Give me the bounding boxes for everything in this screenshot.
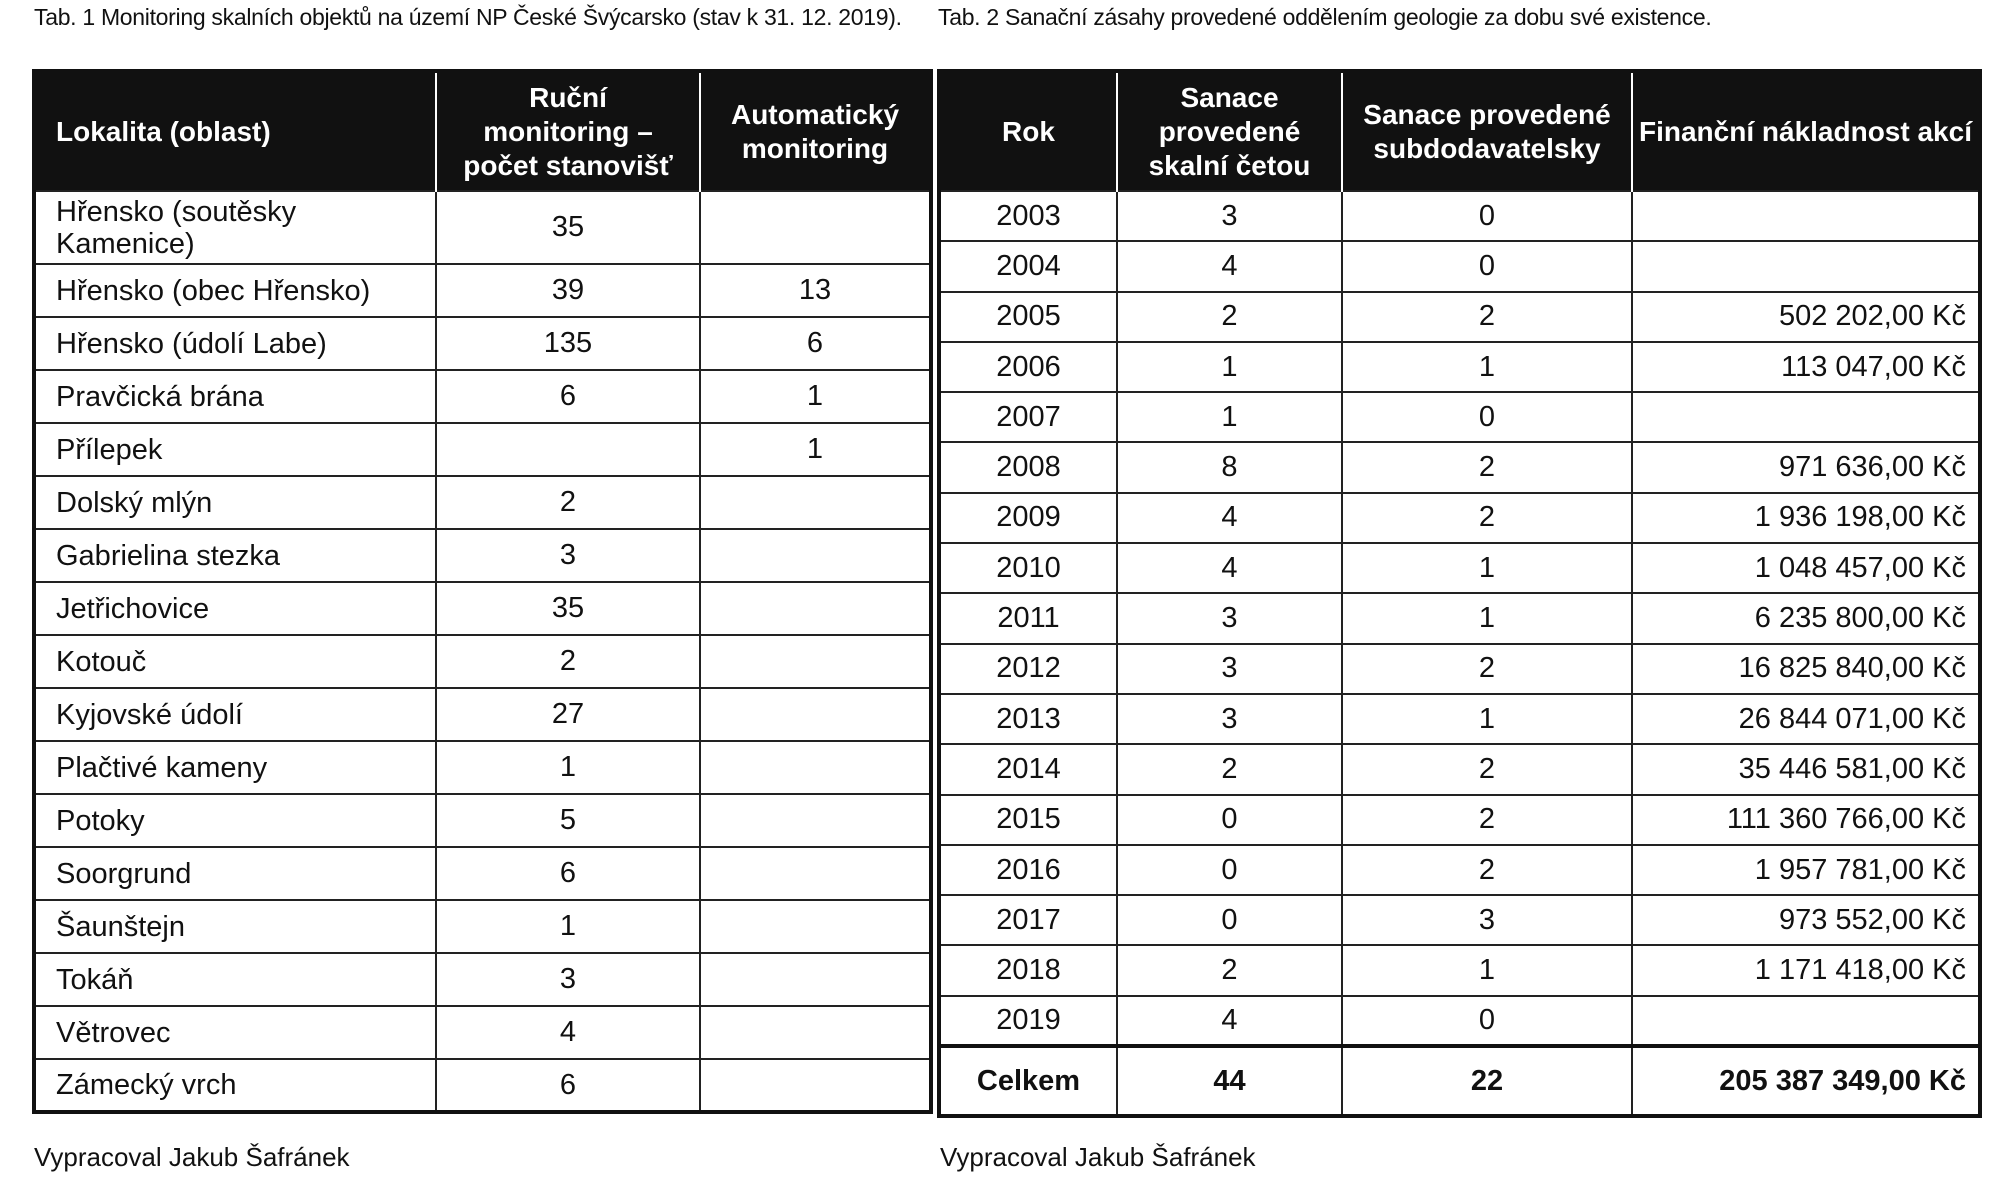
cell-crew: 0 (1117, 795, 1342, 845)
cell-manual: 39 (436, 264, 700, 317)
cell-cost: 6 235 800,00 Kč (1632, 593, 1980, 643)
cell-crew: 4 (1117, 493, 1342, 543)
cell-lokalita: Kotouč (34, 635, 436, 688)
table2-caption: Tab. 2 Sanační zásahy provedené oddělením geologie za dobu své existence. (938, 4, 1712, 30)
cell-auto (700, 582, 931, 635)
cell-manual: 27 (436, 688, 700, 741)
table-row (939, 442, 1980, 492)
table-row (939, 543, 1980, 593)
table2-footer: Vypracoval Jakub Šafránek (940, 1142, 1256, 1172)
cell-lokalita: Gabrielina stezka (34, 529, 436, 582)
remediation-table (937, 69, 1982, 1118)
cell-auto (700, 688, 931, 741)
cell-auto (700, 476, 931, 529)
cell-lokalita: Jetřichovice (34, 582, 436, 635)
cell-lokalita: Tokáň (34, 953, 436, 1006)
header-crew-line1: Sanace (1180, 81, 1279, 113)
cell-cost (1632, 191, 1980, 241)
cell-cost: 113 047,00 Kč (1632, 342, 1980, 392)
cell-manual: 2 (436, 635, 700, 688)
cell-rok: 2016 (939, 845, 1117, 895)
cell-lokalita: Plačtivé kameny (34, 741, 436, 794)
table1-caption: Tab. 1 Monitoring skalních objektů na území NP České Švýcarsko (stav k 31. 12. 2019). (34, 4, 902, 30)
cell-manual: 3 (436, 529, 700, 582)
table-row (34, 900, 931, 953)
cell-sub: 2 (1342, 644, 1632, 694)
header-manual-monitoring (436, 71, 700, 191)
cell-auto (700, 529, 931, 582)
header-manual-line1: Ruční (529, 81, 607, 113)
table-row (939, 493, 1980, 543)
cell-crew: 2 (1117, 945, 1342, 995)
cell-lokalita: Soorgrund (34, 847, 436, 900)
table-row (34, 688, 931, 741)
table-row (34, 423, 931, 476)
total-row (939, 1046, 1980, 1116)
cell-manual: 6 (436, 370, 700, 423)
cell-manual: 6 (436, 1059, 700, 1112)
cell-lokalita: Pravčická brána (34, 370, 436, 423)
cell-cost: 111 360 766,00 Kč (1632, 795, 1980, 845)
cell-auto (700, 794, 931, 847)
table-row (939, 795, 1980, 845)
cell-crew: 8 (1117, 442, 1342, 492)
table-row (34, 847, 931, 900)
cell-sub: 2 (1342, 292, 1632, 342)
cell-lokalita: Přílepek (34, 423, 436, 476)
cell-cost: 16 825 840,00 Kč (1632, 644, 1980, 694)
table-row (939, 292, 1980, 342)
header-subcontract (1342, 71, 1632, 191)
cell-rok: 2017 (939, 895, 1117, 945)
cell-lokalita: Potoky (34, 794, 436, 847)
cell-rok: 2004 (939, 241, 1117, 291)
table-row (939, 191, 1980, 241)
cell-rok: 2013 (939, 694, 1117, 744)
cell-sub: 0 (1342, 191, 1632, 241)
cell-sub: 3 (1342, 895, 1632, 945)
cell-crew: 0 (1117, 895, 1342, 945)
cell-crew: 4 (1117, 543, 1342, 593)
table-row (34, 317, 931, 370)
header-manual-line2: monitoring – (483, 115, 653, 147)
cell-rok: 2009 (939, 493, 1117, 543)
cell-sub: 0 (1342, 241, 1632, 291)
cell-cost: 971 636,00 Kč (1632, 442, 1980, 492)
table-row (34, 529, 931, 582)
cell-auto (700, 741, 931, 794)
cell-manual: 135 (436, 317, 700, 370)
header-auto-line1: Automatický (730, 98, 900, 130)
cell-cost (1632, 392, 1980, 442)
cell-crew: 1 (1117, 342, 1342, 392)
cell-rok: 2011 (939, 593, 1117, 643)
table-row (34, 370, 931, 423)
cell-auto (700, 1006, 931, 1059)
cell-rok: 2005 (939, 292, 1117, 342)
table-row (939, 593, 1980, 643)
header-auto-monitoring (700, 71, 931, 191)
cell-crew: 1 (1117, 392, 1342, 442)
header-lokalita: Lokalita (oblast) (34, 71, 436, 191)
cell-auto: 1 (700, 370, 931, 423)
table-row (34, 582, 931, 635)
table2-header-row (939, 71, 1980, 191)
header-crew-line3: skalní četou (1148, 149, 1311, 181)
cell-manual: 2 (436, 476, 700, 529)
cell-crew: 4 (1117, 996, 1342, 1046)
cell-auto: 1 (700, 423, 931, 476)
cell-manual: 1 (436, 741, 700, 794)
table-row (939, 392, 1980, 442)
cell-rok: 2012 (939, 644, 1117, 694)
cell-rok: 2015 (939, 795, 1117, 845)
cell-rok: 2019 (939, 996, 1117, 1046)
header-crew-line2: provedené (1158, 115, 1301, 147)
table-row (34, 1006, 931, 1059)
cell-lokalita: Hřensko (obec Hřensko) (34, 264, 436, 317)
table1-header-row (34, 71, 931, 191)
cell-manual: 5 (436, 794, 700, 847)
header-manual-line3: počet stanovišť (463, 149, 673, 181)
cell-auto (700, 847, 931, 900)
table-row (34, 1059, 931, 1112)
cell-auto: 13 (700, 264, 931, 317)
cell-lokalita: Hřensko (údolí Labe) (34, 317, 436, 370)
header-crew (1117, 71, 1342, 191)
cell-cost: 502 202,00 Kč (1632, 292, 1980, 342)
cell-lokalita: Zámecký vrch (34, 1059, 436, 1112)
cell-crew: 3 (1117, 694, 1342, 744)
cell-manual: 35 (436, 582, 700, 635)
table-row (939, 744, 1980, 794)
total-sub: 22 (1342, 1046, 1632, 1116)
header-auto-line2: monitoring (741, 132, 889, 164)
table-row (939, 694, 1980, 744)
table-row (34, 264, 931, 317)
table-row (34, 635, 931, 688)
cell-auto: 6 (700, 317, 931, 370)
table-row (34, 476, 931, 529)
cell-sub: 1 (1342, 593, 1632, 643)
cell-rok: 2006 (939, 342, 1117, 392)
cell-crew: 3 (1117, 191, 1342, 241)
cell-manual: 1 (436, 900, 700, 953)
cell-rok: 2010 (939, 543, 1117, 593)
cell-sub: 2 (1342, 442, 1632, 492)
table1-footer: Vypracoval Jakub Šafránek (34, 1142, 350, 1172)
total-label: Celkem (939, 1046, 1117, 1116)
cell-crew: 2 (1117, 744, 1342, 794)
cell-cost: 1 171 418,00 Kč (1632, 945, 1980, 995)
table-row (34, 953, 931, 1006)
total-cost: 205 387 349,00 Kč (1632, 1046, 1980, 1116)
cell-crew: 3 (1117, 644, 1342, 694)
cell-crew: 4 (1117, 241, 1342, 291)
header-cost: Finanční nákladnost akcí (1632, 71, 1980, 191)
cell-cost: 35 446 581,00 Kč (1632, 744, 1980, 794)
cell-sub: 1 (1342, 342, 1632, 392)
cell-auto (700, 953, 931, 1006)
cell-cost: 1 048 457,00 Kč (1632, 543, 1980, 593)
cell-crew: 3 (1117, 593, 1342, 643)
cell-rok: 2014 (939, 744, 1117, 794)
cell-lokalita: Kyjovské údolí (34, 688, 436, 741)
header-rok: Rok (939, 71, 1117, 191)
cell-sub: 1 (1342, 945, 1632, 995)
table-row (939, 342, 1980, 392)
cell-lokalita: Šaunštejn (34, 900, 436, 953)
cell-crew: 0 (1117, 845, 1342, 895)
cell-manual: 6 (436, 847, 700, 900)
cell-cost: 973 552,00 Kč (1632, 895, 1980, 945)
cell-cost: 1 936 198,00 Kč (1632, 493, 1980, 543)
cell-auto (700, 191, 931, 264)
cell-manual: 4 (436, 1006, 700, 1059)
total-crew: 44 (1117, 1046, 1342, 1116)
cell-manual: 35 (436, 191, 700, 264)
table-row (939, 895, 1980, 945)
table-row (34, 741, 931, 794)
cell-sub: 1 (1342, 694, 1632, 744)
cell-sub: 1 (1342, 543, 1632, 593)
cell-sub: 0 (1342, 996, 1632, 1046)
cell-lokalita: Větrovec (34, 1006, 436, 1059)
cell-rok: 2003 (939, 191, 1117, 241)
table-row (939, 845, 1980, 895)
table-row (939, 644, 1980, 694)
cell-crew: 2 (1117, 292, 1342, 342)
monitoring-table (32, 69, 933, 1114)
cell-cost: 26 844 071,00 Kč (1632, 694, 1980, 744)
table-row (939, 241, 1980, 291)
cell-auto (700, 1059, 931, 1112)
table-row (34, 191, 931, 264)
cell-lokalita: Dolský mlýn (34, 476, 436, 529)
cell-sub: 2 (1342, 845, 1632, 895)
cell-sub: 2 (1342, 493, 1632, 543)
cell-manual: 3 (436, 953, 700, 1006)
cell-lokalita: Hřensko (soutěsky Kamenice) (34, 191, 436, 264)
cell-cost (1632, 996, 1980, 1046)
cell-rok: 2008 (939, 442, 1117, 492)
table-row (34, 794, 931, 847)
cell-sub: 0 (1342, 392, 1632, 442)
cell-rok: 2007 (939, 392, 1117, 442)
cell-rok: 2018 (939, 945, 1117, 995)
cell-cost (1632, 241, 1980, 291)
header-sub-line2: subdodavatelsky (1373, 132, 1601, 164)
cell-auto (700, 635, 931, 688)
cell-auto (700, 900, 931, 953)
table-row (939, 945, 1980, 995)
cell-manual (436, 423, 700, 476)
table-row (939, 996, 1980, 1046)
cell-sub: 2 (1342, 744, 1632, 794)
cell-cost: 1 957 781,00 Kč (1632, 845, 1980, 895)
cell-sub: 2 (1342, 795, 1632, 845)
header-sub-line1: Sanace provedené (1363, 98, 1611, 130)
